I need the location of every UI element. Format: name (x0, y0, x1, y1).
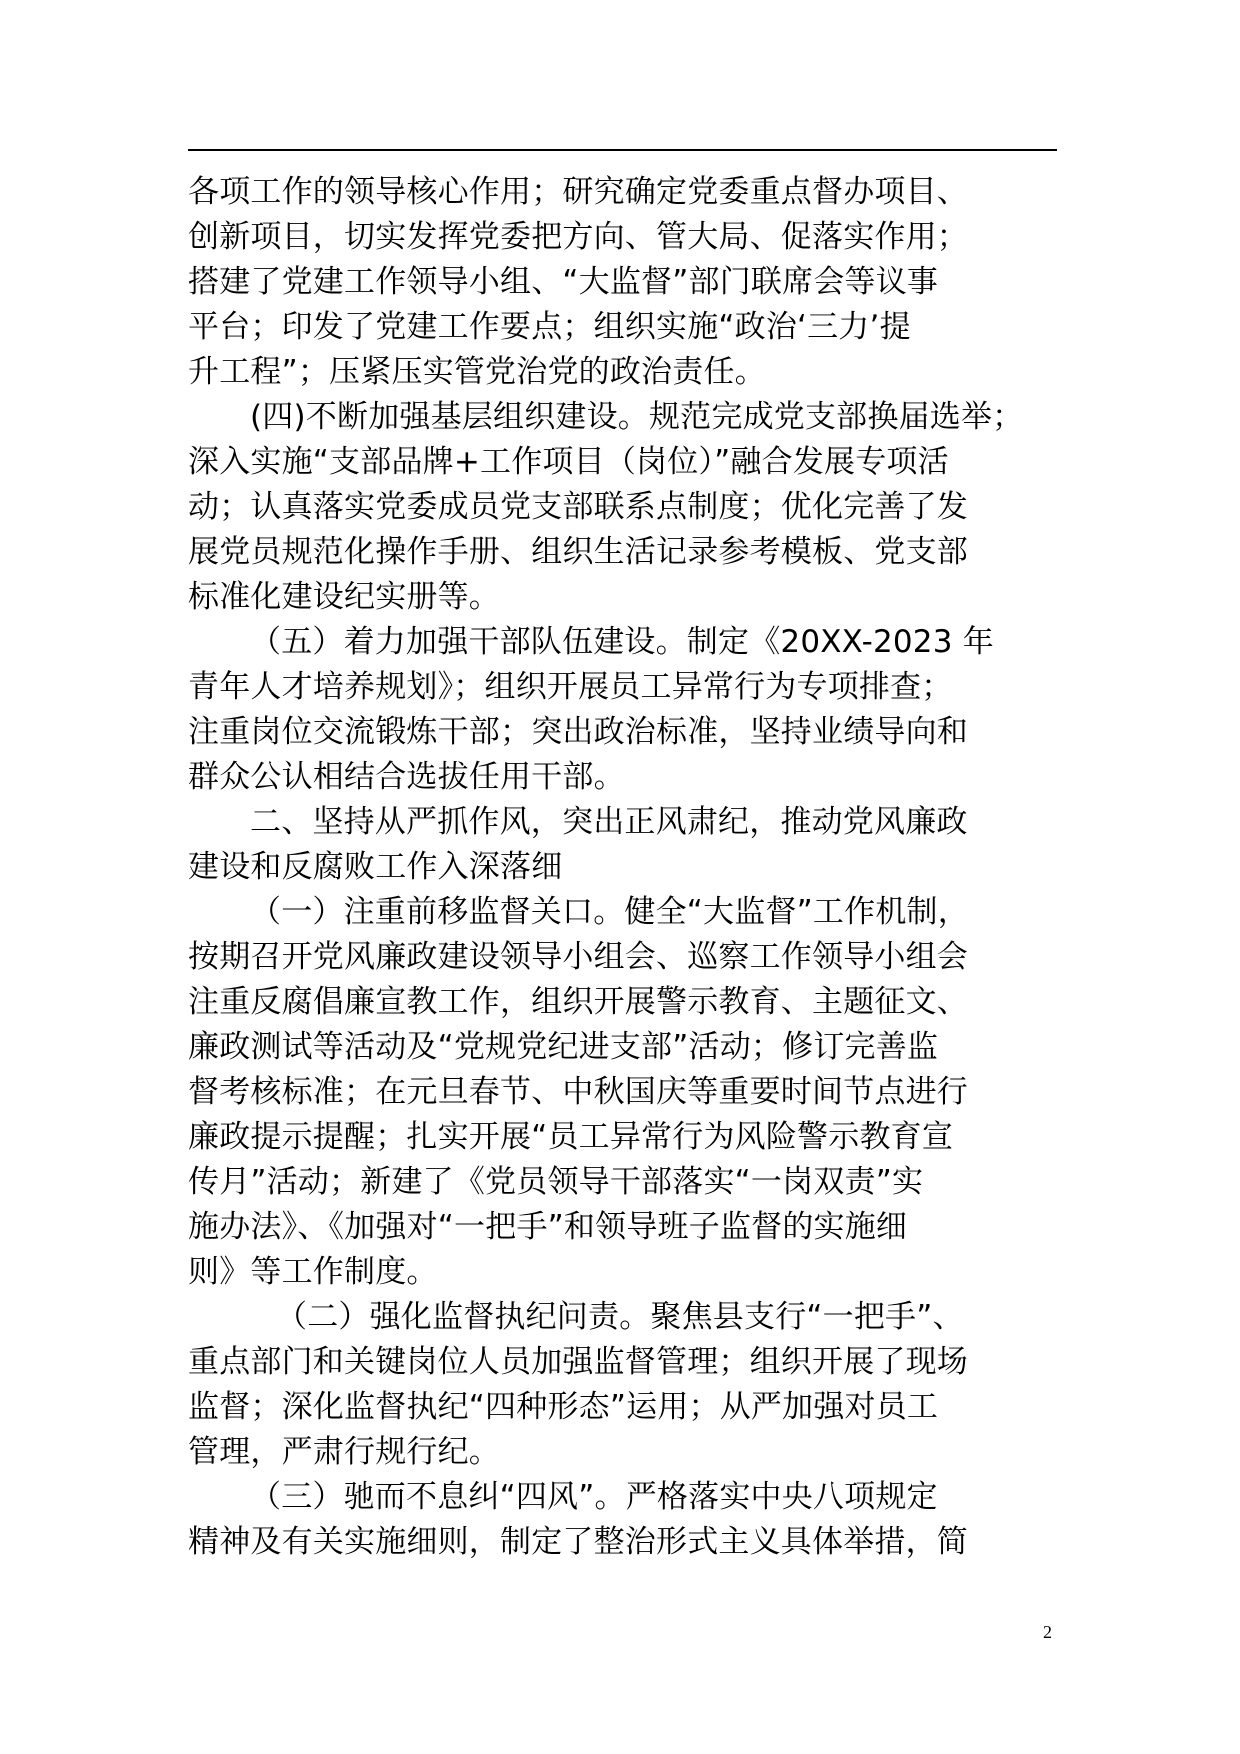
page-number: 2 (1043, 1622, 1052, 1642)
text-line: 廉政提示提醒；扎实开展“员工异常行为风险警示教育宣 (188, 1119, 954, 1155)
paragraph-start-line: (四)不断加强基层组织建设。规范完成党支部换届选举； (250, 399, 1024, 435)
section-heading-line: 建设和反腐败工作入深落细 (188, 849, 563, 885)
text-line: 监督；深化监督执纪“四种形态”运用；从严加强对员工 (188, 1389, 939, 1425)
text-line: 搭建了党建工作领导小组、“大监督”部门联席会等议事 (188, 264, 939, 300)
text-line: 青年人才培养规划》；组织开展员工异常行为专项排查； (188, 669, 953, 705)
text-line: 注重反腐倡廉宣教工作，组织开展警示教育、主题征文、 (188, 984, 968, 1020)
text-line: 督考核标准；在元旦春节、中秋国庆等重要时间节点进行 (188, 1074, 968, 1110)
paragraph-start-line: （三）驰而不息纠“四风”。严格落实中央八项规定 (250, 1479, 938, 1515)
header-rule (188, 149, 1057, 151)
section-heading-line: 二、坚持从严抓作风，突出正风肃纪，推动党风廉政 (250, 804, 968, 840)
text-line: 传月”活动；新建了《党员领导干部落实“一岗双责”实 (188, 1164, 924, 1200)
text-line: 展党员规范化操作手册、组织生活记录参考模板、党支部 (188, 534, 968, 570)
text-line: 按期召开党风廉政建设领导小组会、巡察工作领导小组会 (188, 939, 968, 975)
text-line: 各项工作的领导核心作用；研究确定党委重点督办项目、 (188, 174, 968, 210)
text-line: 管理，严肃行规行纪。 (188, 1434, 500, 1470)
document-body (188, 170, 1057, 1565)
text-line: 则》等工作制度。 (188, 1254, 438, 1290)
text-line: 施办法》、《加强对“一把手”和领导班子监督的实施细 (188, 1209, 908, 1245)
text-line: 深入实施“支部品牌+工作项目（岗位）”融合发展专项活 (188, 444, 949, 480)
text-line: 标准化建设纪实册等。 (188, 579, 500, 615)
text-line: 创新项目，切实发挥党委把方向、管大局、促落实作用； (188, 219, 968, 255)
paragraph-start-line: （一）注重前移监督关口。健全“大监督”工作机制， (250, 894, 969, 930)
text-line: 升工程”；压紧压实管党治党的政治责任。 (188, 354, 766, 390)
paragraph-start-line: （二）强化监督执纪问责。聚焦县支行“一把手”、 (276, 1299, 964, 1335)
text-line: 重点部门和关键岗位人员加强监督管理；组织开展了现场 (188, 1344, 968, 1380)
text-line: 平台；印发了党建工作要点；组织实施“政治‘三力’提 (188, 309, 911, 345)
text-line: 精神及有关实施细则，制定了整治形式主义具体举措，简 (188, 1524, 968, 1560)
text-line: 动；认真落实党委成员党支部联系点制度；优化完善了发 (188, 489, 968, 525)
text-line: 注重岗位交流锻炼干部；突出政治标准，坚持业绩导向和 (188, 714, 968, 750)
text-line: 群众公认相结合选拔任用干部。 (188, 759, 625, 795)
paragraph-start-line: （五）着力加强干部队伍建设。制定《20XX-2023 年 (250, 624, 994, 660)
text-line: 廉政测试等活动及“党规党纪进支部”活动；修订完善监 (188, 1029, 939, 1065)
